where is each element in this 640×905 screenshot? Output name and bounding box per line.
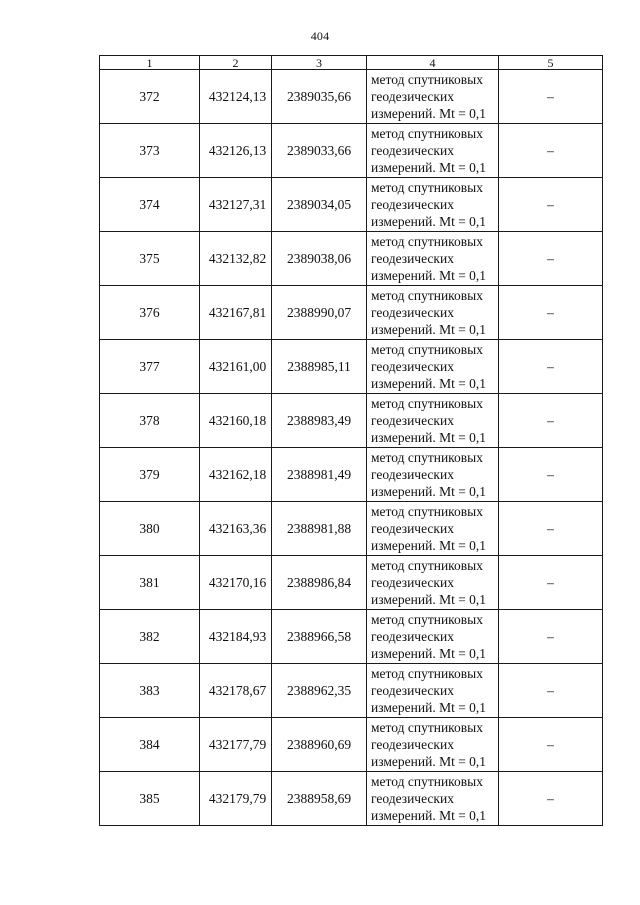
- point-number-cell: 373: [100, 124, 200, 178]
- method-cell: [367, 178, 499, 232]
- note-cell: –: [499, 718, 603, 772]
- column-header-1: 1: [100, 56, 200, 70]
- table-row: [100, 502, 603, 556]
- point-number-cell: 376: [100, 286, 200, 340]
- method-line: геодезических: [371, 574, 454, 590]
- method-line: метод спутниковых: [371, 449, 483, 465]
- point-number-cell: 375: [100, 232, 200, 286]
- x-coordinate-cell: 432170,16: [200, 556, 272, 610]
- method-line: измерений. Mt = 0,1: [371, 808, 487, 824]
- point-number-cell: 372: [100, 70, 200, 124]
- point-number-cell: 377: [100, 340, 200, 394]
- table-row: [100, 610, 603, 664]
- column-header-5: 5: [499, 56, 603, 70]
- table-row: [100, 286, 603, 340]
- method-line: геодезических: [371, 736, 454, 752]
- point-number-cell: 385: [100, 772, 200, 826]
- y-coordinate-cell: 2389038,06: [272, 232, 367, 286]
- method-line: измерений. Mt = 0,1: [371, 106, 487, 122]
- method-line: измерений. Mt = 0,1: [371, 592, 487, 608]
- method-cell: [367, 772, 499, 826]
- point-number-cell: 383: [100, 664, 200, 718]
- table-row: [100, 448, 603, 502]
- x-coordinate-cell: 432177,79: [200, 718, 272, 772]
- method-line: измерений. Mt = 0,1: [371, 268, 487, 284]
- y-coordinate-cell: 2388983,49: [272, 394, 367, 448]
- note-cell: –: [499, 70, 603, 124]
- method-line: метод спутниковых: [371, 611, 483, 627]
- x-coordinate-cell: 432178,67: [200, 664, 272, 718]
- y-coordinate-cell: 2389033,66: [272, 124, 367, 178]
- y-coordinate-cell: 2389034,05: [272, 178, 367, 232]
- method-line: измерений. Mt = 0,1: [371, 484, 487, 500]
- x-coordinate-cell: 432132,82: [200, 232, 272, 286]
- x-coordinate-cell: 432127,31: [200, 178, 272, 232]
- table-row: [100, 772, 603, 826]
- y-coordinate-cell: 2388981,88: [272, 502, 367, 556]
- x-coordinate-cell: 432184,93: [200, 610, 272, 664]
- method-line: измерений. Mt = 0,1: [371, 430, 487, 446]
- method-line: метод спутниковых: [371, 233, 483, 249]
- method-cell: [367, 70, 499, 124]
- x-coordinate-cell: 432167,81: [200, 286, 272, 340]
- note-cell: –: [499, 232, 603, 286]
- method-cell: [367, 394, 499, 448]
- note-cell: –: [499, 394, 603, 448]
- method-line: геодезических: [371, 358, 454, 374]
- method-line: геодезических: [371, 196, 454, 212]
- method-cell: [367, 718, 499, 772]
- method-line: метод спутниковых: [371, 503, 483, 519]
- method-cell: [367, 124, 499, 178]
- note-cell: –: [499, 340, 603, 394]
- method-line: геодезических: [371, 412, 454, 428]
- method-line: метод спутниковых: [371, 71, 483, 87]
- method-cell: [367, 502, 499, 556]
- method-line: измерений. Mt = 0,1: [371, 646, 487, 662]
- x-coordinate-cell: 432124,13: [200, 70, 272, 124]
- page-number: 404: [310, 29, 330, 43]
- method-cell: [367, 286, 499, 340]
- method-line: метод спутниковых: [371, 179, 483, 195]
- y-coordinate-cell: 2388966,58: [272, 610, 367, 664]
- method-line: измерений. Mt = 0,1: [371, 700, 487, 716]
- method-line: метод спутниковых: [371, 125, 483, 141]
- method-line: геодезических: [371, 790, 454, 806]
- y-coordinate-cell: 2388981,49: [272, 448, 367, 502]
- method-line: геодезических: [371, 304, 454, 320]
- method-line: метод спутниковых: [371, 719, 483, 735]
- note-cell: –: [499, 556, 603, 610]
- method-cell: [367, 556, 499, 610]
- method-line: измерений. Mt = 0,1: [371, 160, 487, 176]
- column-header-3: 3: [272, 56, 367, 70]
- note-cell: –: [499, 178, 603, 232]
- method-line: геодезических: [371, 142, 454, 158]
- method-line: метод спутниковых: [371, 773, 483, 789]
- method-line: измерений. Mt = 0,1: [371, 754, 487, 770]
- note-cell: –: [499, 664, 603, 718]
- method-line: измерений. Mt = 0,1: [371, 322, 487, 338]
- x-coordinate-cell: 432160,18: [200, 394, 272, 448]
- table-row: [100, 124, 603, 178]
- method-cell: [367, 340, 499, 394]
- note-cell: –: [499, 772, 603, 826]
- point-number-cell: 374: [100, 178, 200, 232]
- method-line: измерений. Mt = 0,1: [371, 376, 487, 392]
- note-cell: –: [499, 610, 603, 664]
- table-row: [100, 664, 603, 718]
- point-number-cell: 378: [100, 394, 200, 448]
- coordinates-table: [99, 55, 603, 826]
- method-line: геодезических: [371, 520, 454, 536]
- table-row: [100, 394, 603, 448]
- y-coordinate-cell: 2388986,84: [272, 556, 367, 610]
- column-header-2: 2: [200, 56, 272, 70]
- y-coordinate-cell: 2389035,66: [272, 70, 367, 124]
- method-line: измерений. Mt = 0,1: [371, 538, 487, 554]
- y-coordinate-cell: 2388990,07: [272, 286, 367, 340]
- method-line: метод спутниковых: [371, 665, 483, 681]
- note-cell: –: [499, 502, 603, 556]
- x-coordinate-cell: 432162,18: [200, 448, 272, 502]
- x-coordinate-cell: 432126,13: [200, 124, 272, 178]
- method-line: геодезических: [371, 682, 454, 698]
- point-number-cell: 379: [100, 448, 200, 502]
- method-line: геодезических: [371, 466, 454, 482]
- table-header-row: [100, 56, 603, 70]
- method-line: измерений. Mt = 0,1: [371, 214, 487, 230]
- method-cell: [367, 610, 499, 664]
- y-coordinate-cell: 2388960,69: [272, 718, 367, 772]
- point-number-cell: 380: [100, 502, 200, 556]
- table-row: [100, 178, 603, 232]
- note-cell: –: [499, 124, 603, 178]
- table-row: [100, 340, 603, 394]
- note-cell: –: [499, 286, 603, 340]
- point-number-cell: 381: [100, 556, 200, 610]
- method-line: геодезических: [371, 628, 454, 644]
- point-number-cell: 384: [100, 718, 200, 772]
- method-cell: [367, 448, 499, 502]
- column-header-4: 4: [367, 56, 499, 70]
- y-coordinate-cell: 2388985,11: [272, 340, 367, 394]
- x-coordinate-cell: 432161,00: [200, 340, 272, 394]
- table-row: [100, 556, 603, 610]
- table-row: [100, 232, 603, 286]
- method-cell: [367, 232, 499, 286]
- point-number-cell: 382: [100, 610, 200, 664]
- y-coordinate-cell: 2388962,35: [272, 664, 367, 718]
- method-line: метод спутниковых: [371, 395, 483, 411]
- table-row: [100, 70, 603, 124]
- y-coordinate-cell: 2388958,69: [272, 772, 367, 826]
- method-cell: [367, 664, 499, 718]
- method-line: геодезических: [371, 88, 454, 104]
- method-line: метод спутниковых: [371, 557, 483, 573]
- method-line: метод спутниковых: [371, 287, 483, 303]
- note-cell: –: [499, 448, 603, 502]
- table-body: [100, 70, 603, 826]
- method-line: метод спутниковых: [371, 341, 483, 357]
- x-coordinate-cell: 432163,36: [200, 502, 272, 556]
- method-line: геодезических: [371, 250, 454, 266]
- x-coordinate-cell: 432179,79: [200, 772, 272, 826]
- table-row: [100, 718, 603, 772]
